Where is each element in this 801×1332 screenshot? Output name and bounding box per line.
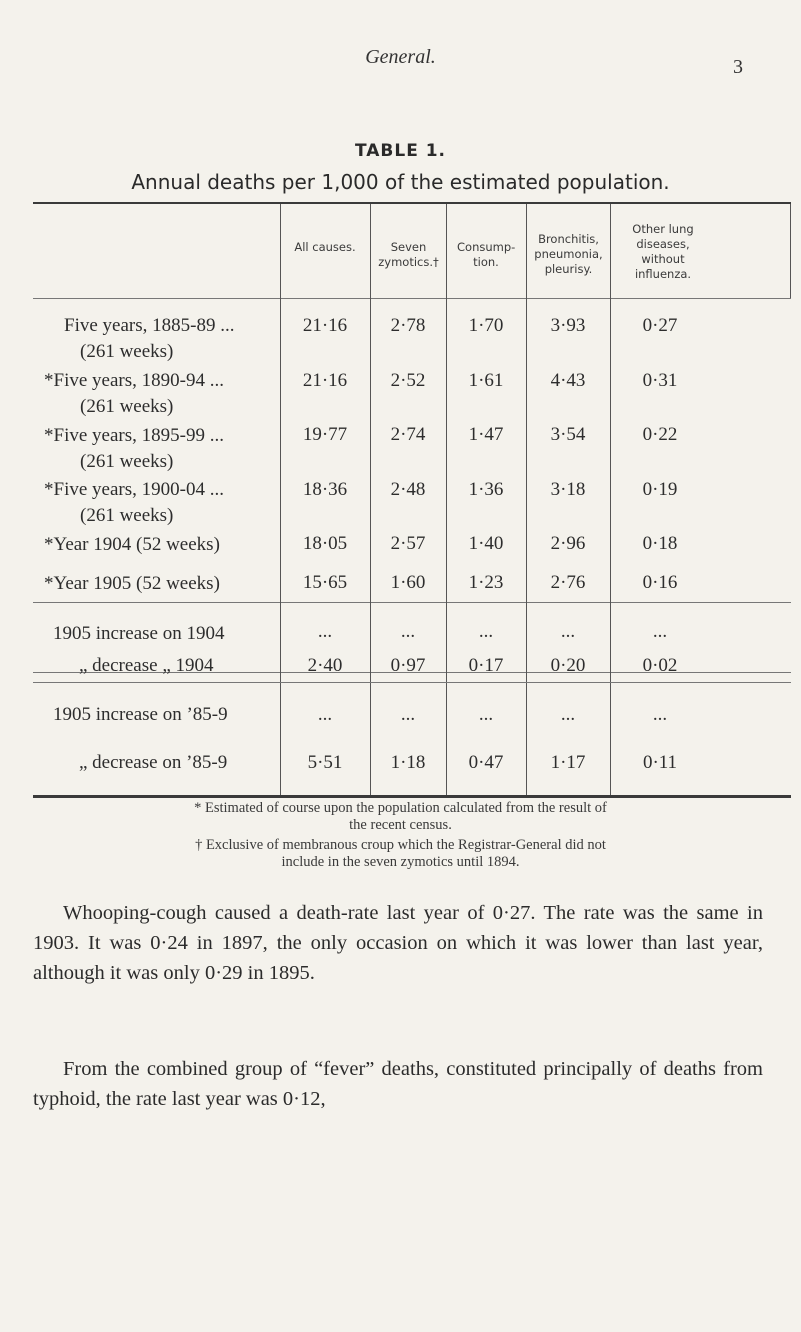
cell-bronchitis: 1·17	[550, 752, 586, 773]
comparison-1885-block	[33, 202, 791, 798]
cell-consumption: 1·23	[468, 572, 504, 594]
cell-bronchitis: 4·43	[550, 370, 586, 391]
row-label: Five years, 1885-89 ... (261 weeks)	[64, 315, 235, 363]
footnote-estimated: * Estimated of course upon the population calculated from the result of the recent census.	[194, 800, 607, 833]
row-label: *Five years, 1900-04 ... (261 weeks)	[44, 479, 224, 527]
cell-zymotics: 2·78	[390, 314, 426, 336]
cell-other-lung: 0·19	[642, 478, 678, 500]
running-title: General.	[365, 46, 436, 68]
cell-consumption: 0·17	[468, 654, 504, 676]
cell-bronchitis: 2·96	[550, 533, 586, 555]
cell-bronchitis: 3·18	[550, 478, 586, 500]
cell-all-causes: ...	[317, 621, 333, 643]
row-label: „ decrease on ’85-9	[79, 752, 228, 773]
paragraph: From the combined group of “fever” deaths, constituted principally of deaths from typhoid, the rate last year was 0·12,	[33, 1058, 763, 1110]
cell-other-lung: 0·11	[642, 752, 678, 773]
cell-consumption: ...	[478, 704, 494, 725]
column-header: Seven zymotics.†	[378, 240, 439, 269]
row-label: *Five years, 1895-99 ... (261 weeks)	[44, 424, 224, 472]
row-label: „ decrease „ 1904	[79, 655, 214, 677]
cell-all-causes: 18·05	[302, 533, 348, 555]
cell-zymotics: 0·97	[390, 654, 426, 676]
cell-consumption: 1·40	[468, 533, 504, 555]
cell-other-lung: 0·16	[642, 572, 678, 594]
cell-bronchitis: 3·93	[550, 314, 586, 336]
row-label: 1905 increase on ’85-9	[53, 704, 228, 725]
paragraph: Whooping-cough caused a death-rate last year of 0·27. The rate was the same in 1903. It was 0·24 in 1897, the only occasion on which it was lower than last year, although it was only 0·29 in 1895.	[33, 902, 763, 984]
row-label: *Year 1904 (52 weeks)	[44, 533, 220, 555]
page-number: 3	[733, 56, 743, 78]
cell-all-causes: 21·16	[302, 314, 348, 336]
column-header: Consump-tion.	[457, 240, 516, 269]
cell-zymotics: 2·48	[390, 478, 426, 500]
cell-zymotics: 1·18	[390, 752, 426, 773]
cell-zymotics: 2·57	[390, 533, 426, 555]
cell-other-lung: 0·18	[642, 533, 678, 555]
row-label: *Five years, 1890-94 ... (261 weeks)	[44, 370, 224, 418]
cell-bronchitis: 2·76	[550, 572, 586, 594]
cell-consumption: 1·47	[468, 424, 504, 446]
cell-zymotics: ...	[400, 621, 416, 643]
cell-consumption: 1·61	[468, 370, 504, 391]
cell-consumption: 0·47	[468, 752, 504, 773]
cell-zymotics: ...	[400, 704, 416, 725]
cell-all-causes: 19·77	[302, 424, 348, 446]
row-label: 1905 increase on 1904	[53, 623, 225, 645]
cell-other-lung: ...	[652, 621, 668, 643]
cell-zymotics: 2·74	[390, 424, 426, 446]
cell-all-causes: 5·51	[307, 752, 343, 773]
cell-all-causes: 15·65	[302, 572, 348, 594]
footnote-exclusive: † Exclusive of membranous croup which the Registrar-General did not include in the seven zymotics until 1894.	[195, 837, 606, 870]
cell-bronchitis: 3·54	[550, 424, 586, 446]
table-caption: Annual deaths per 1,000 of the estimated population.	[131, 170, 670, 194]
cell-consumption: 1·36	[468, 478, 504, 500]
cell-bronchitis: ...	[560, 704, 576, 725]
cell-other-lung: 0·02	[642, 654, 678, 676]
cell-all-causes: 21·16	[302, 370, 348, 391]
cell-other-lung: 0·31	[642, 370, 678, 391]
column-header: Bronchitis, pneumonia, pleurisy.	[534, 232, 603, 276]
cell-all-causes: 2·40	[307, 654, 343, 676]
cell-bronchitis: 0·20	[550, 654, 586, 676]
cell-zymotics: 2·52	[390, 370, 426, 391]
cell-all-causes: 18·36	[302, 478, 348, 500]
cell-consumption: ...	[478, 621, 494, 643]
cell-zymotics: 1·60	[390, 572, 426, 594]
table-label: TABLE 1.	[354, 141, 447, 161]
cell-other-lung: 0·27	[642, 314, 678, 336]
column-header: All causes.	[294, 240, 356, 254]
cell-bronchitis: ...	[560, 621, 576, 643]
cell-other-lung: ...	[652, 704, 668, 725]
cell-consumption: 1·70	[468, 314, 504, 336]
cell-all-causes: ...	[317, 704, 333, 725]
column-header: Other lung diseases, without influenza.	[632, 222, 694, 281]
row-label: *Year 1905 (52 weeks)	[44, 572, 220, 594]
cell-other-lung: 0·22	[642, 424, 678, 446]
